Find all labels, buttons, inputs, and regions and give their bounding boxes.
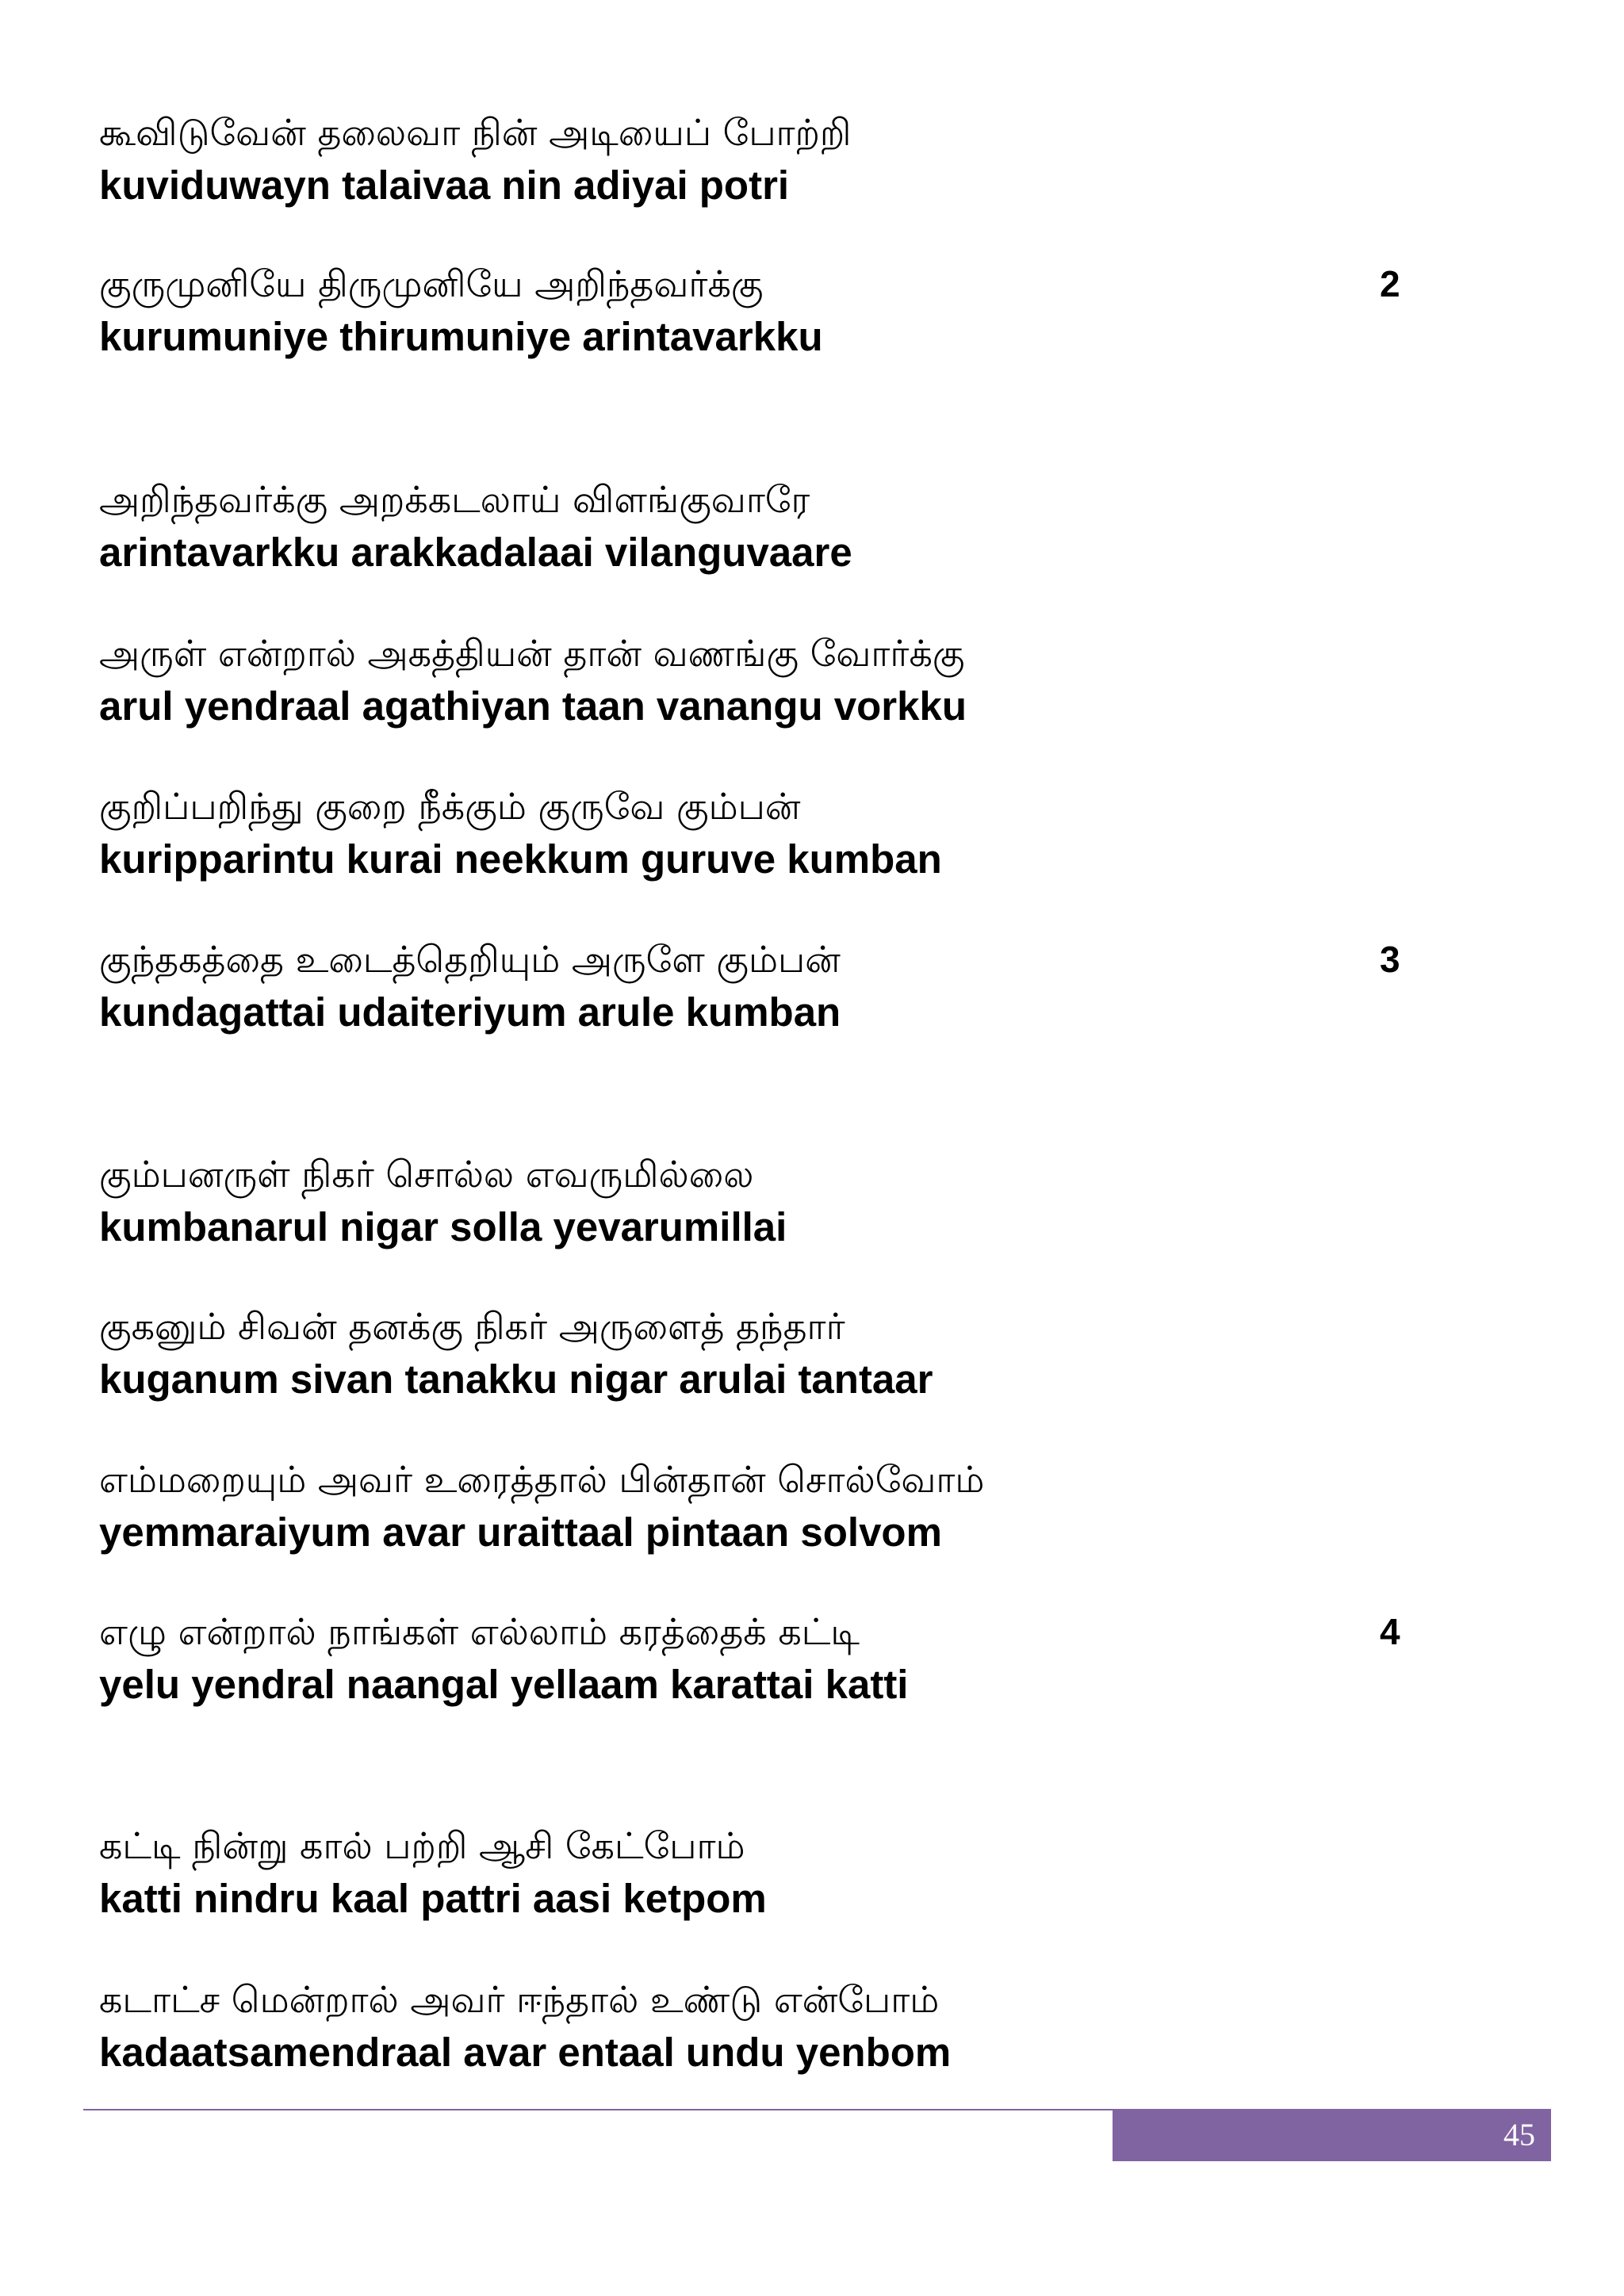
transliteration-text: kundagattai udaiteriyum arule kumban <box>99 989 841 1035</box>
transliteration-text: kuviduwayn talaivaa nin adiyai potri <box>99 163 790 208</box>
verse-line <box>99 1606 1408 1711</box>
tamil-text: குறிப்பறிந்து குறை நீக்கும் குருவே கும்பன் <box>99 785 801 828</box>
verse-line <box>99 1301 1408 1406</box>
tamil-text: எழு என்றால் நாங்கள் எல்லாம் கரத்தைக் கட்டி <box>99 1610 860 1653</box>
transliteration-text: kadaatsamendraal avar entaal undu yenbom <box>99 2030 952 2075</box>
transliteration-text: yelu yendral naangal yellaam karattai katti <box>99 1662 909 1707</box>
transliteration-text: yemmaraiyum avar uraittaal pintaan solvom <box>99 1510 942 1555</box>
verse-line <box>99 628 1408 733</box>
page-number-box <box>1113 2109 1551 2161</box>
verse-line <box>99 781 1408 886</box>
transliteration-text: arintavarkku arakkadalaai vilanguvaare <box>99 530 852 575</box>
transliteration-text: katti nindru kaal pattri aasi ketpom <box>99 1876 767 1921</box>
tamil-text: கும்பனருள் நிகர் சொல்ல எவருமில்லை <box>99 1153 754 1196</box>
verse-line <box>99 258 1408 363</box>
tamil-text: அறிந்தவர்க்கு அறக்கடலாய் விளங்குவாரே <box>99 478 810 521</box>
transliteration-text: arul yendraal agathiyan taan vanangu vorkku <box>99 683 967 729</box>
verse-line <box>99 474 1408 579</box>
tamil-text: கூவிடுவேன் தலைவா நின் அடியைப் போற்றி <box>99 111 852 154</box>
footer-divider <box>83 2109 1113 2110</box>
verse-line <box>99 1149 1408 1253</box>
tamil-text: குகனும் சிவன் தனக்கு நிகர் அருளைத் தந்தார் <box>99 1305 845 1348</box>
tamil-text: அருள் என்றால் அகத்தியன் தான் வணங்கு வோர்க்கு <box>99 632 965 675</box>
tamil-text: கட்டி நின்று கால் பற்றி ஆசி கேட்போம் <box>99 1824 745 1867</box>
transliteration-text: kuganum sivan tanakku nigar arulai tantaar <box>99 1357 933 1402</box>
tamil-text: குருமுனியே திருமுனியே அறிந்தவர்க்கு <box>99 262 764 305</box>
verse-line <box>99 1820 1408 1925</box>
verse-line <box>99 934 1408 1039</box>
page-number: 45 <box>1503 2117 1535 2152</box>
verse-line <box>99 107 1408 212</box>
transliteration-text: kurumuniye thirumuniye arintavarkku <box>99 314 823 359</box>
tamil-text: குந்தகத்தை உடைத்தெறியும் அருளே கும்பன் <box>99 938 841 981</box>
stanza-number: 3 <box>1380 939 1400 980</box>
stanza-number: 4 <box>1380 1611 1400 1652</box>
transliteration-text: kuripparintu kurai neekkum guruve kumban <box>99 836 942 882</box>
verse-line <box>99 1974 1408 2079</box>
stanza-number: 2 <box>1380 263 1400 304</box>
verse-line <box>99 1454 1408 1559</box>
transliteration-text: kumbanarul nigar solla yevarumillai <box>99 1204 787 1249</box>
tamil-text: எம்மறையும் அவர் உரைத்தால் பின்தான் சொல்வோம் <box>99 1458 985 1501</box>
tamil-text: கடாட்ச மென்றால் அவர் ஈந்தால் உண்டு என்போம் <box>99 1978 940 2021</box>
